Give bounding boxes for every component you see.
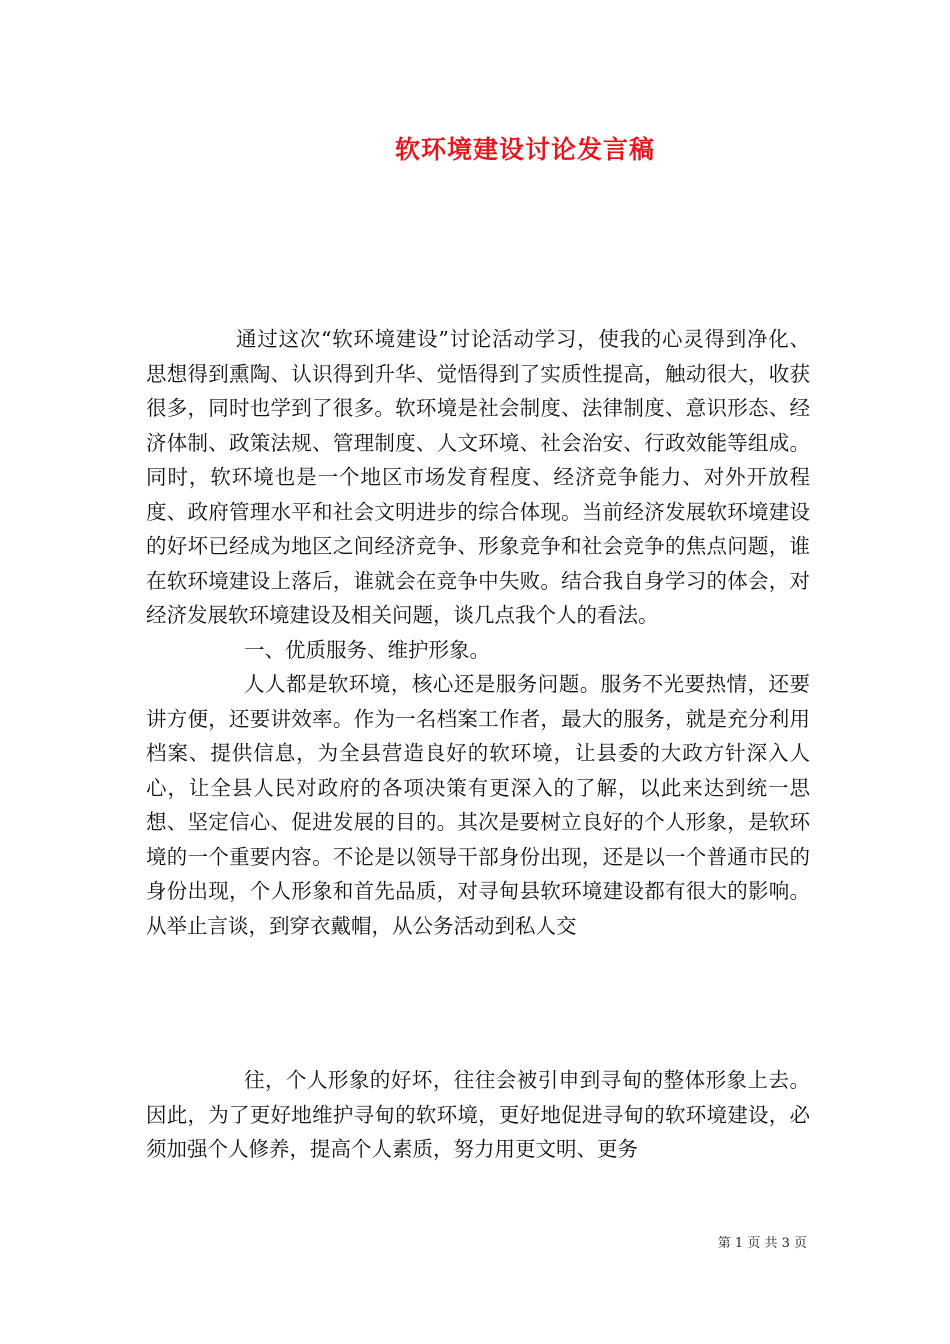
section-heading-1: 一、优质服务、维护形象。	[244, 637, 490, 662]
paragraph-intro: 通过这次“软环境建设”讨论活动学习，使我的心灵得到净化、思想得到熏陶、认识得到升华、觉悟得到了实质性提高，触动很大，收获很多，同时也学到了很多。软环境是社会制度、法律制度、意识形态、经济体制、政策法规、管理制度、人文环境、社会治安、行政效能等组成。同时，软环境也是一个地区市场发育程度、经济竞争能力、对外开放程度、政府管理水平和社会文明进步的综合体现。当前经济发展软环境建设的好坏已经成为地区之间经济竞争、形象竞争和社会竞争的焦点问题，谁在软环境建设上落后，谁就会在竞争中失败。结合我自身学习的体会，对经济发展软环境建设及相关问题，谈几点我个人的看法。	[146, 327, 810, 627]
document-title: 软环境建设讨论发言稿	[394, 135, 655, 164]
paragraph-service: 人人都是软环境，核心还是服务问题。服务不光要热情，还要讲方便，还要讲效率。作为一名档案工作者，最大的服务，就是充分利用档案、提供信息，为全县营造良好的软环境，让县委的大政方针深入人心，让全县人民对政府的各项决策有更深入的了解，以此来达到统一思想、坚定信心、促进发展的目的。其次是要树立良好的个人形象，是软环境的一个重要内容。不论是以领导干部身份出现，还是以一个普通市民的身份出现，个人形象和首先品质，对寻甸县软环境建设都有很大的影响。从举止言谈，到穿衣戴帽，从公务活动到私人交	[146, 672, 810, 938]
document-body	[146, 322, 810, 943]
page-footer: 第 1 页 共 3 页	[717, 1236, 807, 1251]
paragraph-image: 往，个人形象的好坏，往往会被引申到寻甸的整体形象上去。因此，为了更好地维护寻甸的软环境，更好地促进寻甸的软环境建设，必须加强个人修养，提高个人素质，努力用更文明、更务	[146, 1068, 810, 1161]
document-body-continued	[146, 1063, 810, 1167]
